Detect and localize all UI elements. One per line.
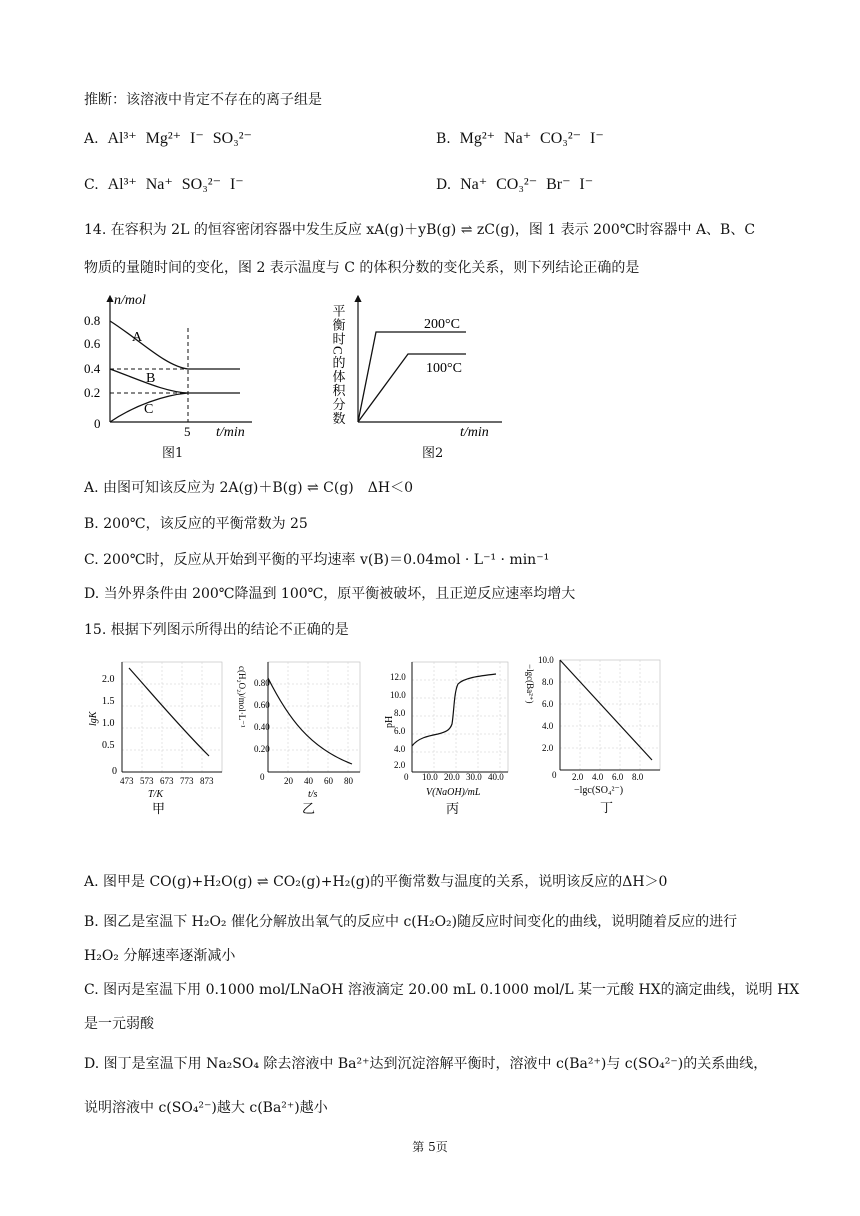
y-tick-label: 2.0 [102, 674, 115, 685]
ion: Br⁻ [546, 176, 571, 193]
ion: Al³⁺ [107, 130, 137, 147]
x-tick-label: 60 [324, 776, 333, 786]
q15-option-b-cont: H₂O₂ 分解速率逐渐减小 [84, 948, 236, 964]
ion: I⁻ [229, 176, 244, 193]
y-tick-label: 4.0 [394, 744, 406, 754]
q14-option-b[interactable]: B. 200℃，该反应的平衡常数为 25 [84, 516, 308, 532]
y-axis-label: c(H₂O₂)/mol·L⁻¹ [237, 666, 247, 728]
chart-bing [378, 656, 518, 816]
line-200c [358, 332, 466, 422]
ion: I⁻ [190, 130, 204, 147]
ion: Na⁺ [145, 176, 173, 193]
ion: Al³⁺ [107, 176, 137, 193]
y-tick-label: 12.0 [390, 672, 406, 682]
y-tick-label: 0 [112, 766, 117, 777]
grid-frame [268, 662, 360, 772]
ion: CO₃²⁻ [496, 176, 538, 193]
page-number: 第 5页 [412, 1140, 448, 1154]
chart-yi [237, 656, 370, 816]
x-tick-label: 473 [120, 776, 134, 786]
y-tick-label: 8.0 [542, 677, 554, 687]
chart-caption: 丁 [600, 800, 614, 815]
q15-option-d-cont: 说明溶液中 c(SO₄²⁻)越大 c(Ba²⁺)越小 [84, 1100, 328, 1116]
y-axis-label: 平衡时C的体积分数 [330, 304, 346, 426]
lgk-curve [129, 668, 209, 756]
q15-stem: 15. 根据下列图示所得出的结论不正确的是 [84, 622, 349, 638]
y-tick-label: 0.40 [254, 722, 270, 732]
line-200c-label: 200°C [424, 317, 460, 332]
y-tick-label: 6.0 [542, 699, 554, 709]
x-tick-label: 8.0 [632, 772, 644, 782]
y-tick-label: 0.5 [102, 740, 115, 751]
figure-2-chart [330, 290, 510, 438]
ion: I⁻ [590, 130, 604, 147]
y-axis-label: pH [384, 715, 395, 728]
question-intro: 推断：该溶液中肯定不存在的离子组是 [84, 92, 322, 108]
y-tick-label: 8.0 [394, 708, 406, 718]
ion: I⁻ [579, 176, 594, 193]
curve-b [110, 369, 240, 393]
q15-option-d[interactable]: D. 图丁是室温下用 Na₂SO₄ 除去溶液中 Ba²⁺达到沉淀溶解平衡时，溶液中 c(Ba²⁺)与 c(SO₄²⁻)的关系曲线， [84, 1056, 768, 1072]
chart-caption: 乙 [302, 801, 316, 816]
x-axis-label: T/K [148, 789, 164, 800]
x-tick-label: 10.0 [422, 772, 438, 782]
x-tick-label: 673 [160, 776, 174, 786]
y-tick-label: 0.6 [84, 336, 101, 351]
x-tick-label: 40.0 [488, 772, 504, 782]
x-axis-label: t/min [460, 425, 489, 440]
q14-option-c[interactable]: C. 200℃时，反应从开始到平衡的平均速率 v(B)＝0.04mol · L⁻¹ · min⁻¹ [84, 552, 550, 568]
y-tick-label: 0.60 [254, 700, 270, 710]
x-axis-label: −lgc(SO₄²⁻) [574, 785, 624, 796]
ion: Mg²⁺ [459, 130, 496, 147]
y-axis-label: −lgc(Ba²⁺) [525, 664, 535, 704]
chart-ding [525, 652, 668, 816]
y-tick-label: 10.0 [538, 655, 554, 665]
y-tick-label: 6.0 [394, 726, 406, 736]
x-tick-label: 30.0 [466, 772, 482, 782]
curve-c-label: C [144, 402, 154, 417]
curve-b-label: B [146, 371, 156, 386]
y-tick-label: 2.0 [542, 743, 554, 753]
chart-caption: 丙 [446, 801, 460, 816]
y-tick-label: 0.2 [84, 385, 101, 400]
q15-option-b[interactable]: B. 图乙是室温下 H₂O₂ 催化分解放出氧气的反应中 c(H₂O₂)随反应时间变化的曲线，说明随着反应的进行 [84, 914, 738, 930]
ion: SO₃²⁻ [212, 130, 252, 147]
x-tick-label: 0 [260, 772, 265, 782]
ion: Na⁺ [504, 130, 532, 147]
y-tick-label: 1.0 [102, 718, 115, 729]
x-tick-label: 4.0 [592, 772, 604, 782]
y-tick-label: 0.20 [254, 744, 270, 754]
ion: SO₃²⁻ [181, 176, 222, 193]
q14-stem-line2: 物质的量随时间的变化，图 2 表示温度与 C 的体积分数的变化关系，则下列结论正确的是 [84, 260, 640, 276]
x-tick-label: 873 [200, 776, 214, 786]
chart-caption: 甲 [152, 801, 166, 816]
x-tick-label: 20 [284, 776, 293, 786]
figure-1-caption: 图1 [162, 446, 184, 461]
curve-a-label: A [132, 330, 143, 345]
x-axis-label: t/min [216, 425, 245, 440]
x-tick-label: 20.0 [444, 772, 460, 782]
q14-option-a[interactable]: A. 由图可知该反应为 2A(g)＋B(g) ⇌ C(g) ΔH＜0 [84, 480, 413, 496]
y-tick-label: 2.0 [394, 760, 406, 770]
figure-2-caption: 图2 [422, 446, 444, 461]
x-tick-label: 5 [184, 424, 191, 439]
y-axis-label: n/mol [114, 293, 146, 308]
x-tick-label: 773 [180, 776, 194, 786]
q13-option-c[interactable]: C. Al³⁺ Na⁺ SO₃²⁻ I⁻ [84, 176, 244, 193]
x-tick-label: 573 [140, 776, 154, 786]
q13-option-d[interactable]: D. Na⁺ CO₃²⁻ Br⁻ I⁻ [436, 176, 594, 193]
origin-label: 0 [94, 416, 101, 431]
x-axis-label: V(NaOH)/mL [426, 787, 481, 798]
h2o2-curve [268, 678, 352, 764]
ion: Mg²⁺ [145, 130, 182, 147]
x-axis-label: t/s [308, 789, 318, 800]
q15-option-a[interactable]: A. 图甲是 CO(g)+H₂O(g) ⇌ CO₂(g)+H₂(g)的平衡常数与温度的关系，说明该反应的ΔH＞0 [84, 874, 668, 890]
ion: CO₃²⁻ [540, 130, 582, 147]
grid-frame [412, 662, 508, 772]
ba-so4-line [560, 660, 652, 760]
q14-stem-line1: 14. 在容积为 2L 的恒容密闭容器中发生反应 xA(g)＋yB(g) ⇌ zC(g)，图 1 表示 200℃时容器中 A、B、C [84, 222, 756, 238]
chart-jia [84, 656, 234, 816]
titration-curve [412, 674, 496, 746]
y-tick-label: 10.0 [390, 690, 406, 700]
x-tick-label: 40 [304, 776, 313, 786]
q13-option-a[interactable]: A. Al³⁺ Mg²⁺ I⁻ SO₃²⁻ [84, 130, 252, 147]
q15-option-c[interactable]: C. 图丙是室温下用 0.1000 mol/LNaOH 溶液滴定 20.00 mL 0.1000 mol/L 某一元酸 HX的滴定曲线，说明 HX [84, 982, 800, 998]
x-tick-label: 0 [552, 770, 557, 780]
x-tick-label: 80 [344, 776, 353, 786]
y-axis-label: lgK [88, 711, 99, 726]
x-tick-label: 6.0 [612, 772, 624, 782]
q14-option-d[interactable]: D. 当外界条件由 200℃降温到 100℃，原平衡被破坏，且正逆反应速率均增大 [84, 586, 576, 602]
figure-1-chart [80, 290, 280, 438]
q15-option-c-cont: 是一元弱酸 [84, 1016, 154, 1032]
q13-option-b[interactable]: B. Mg²⁺ Na⁺ CO₃²⁻ I⁻ [436, 130, 604, 147]
curve-a [110, 321, 240, 369]
y-tick-label: 4.0 [542, 721, 554, 731]
ion: Na⁺ [460, 176, 488, 193]
x-tick-label: 0 [404, 772, 409, 782]
x-tick-label: 2.0 [572, 772, 584, 782]
y-tick-label: 0.8 [84, 313, 101, 328]
y-tick-label: 1.5 [102, 696, 115, 707]
line-100c-label: 100°C [426, 361, 462, 376]
y-tick-label: 0.4 [84, 361, 101, 376]
y-tick-label: 0.80 [254, 678, 270, 688]
